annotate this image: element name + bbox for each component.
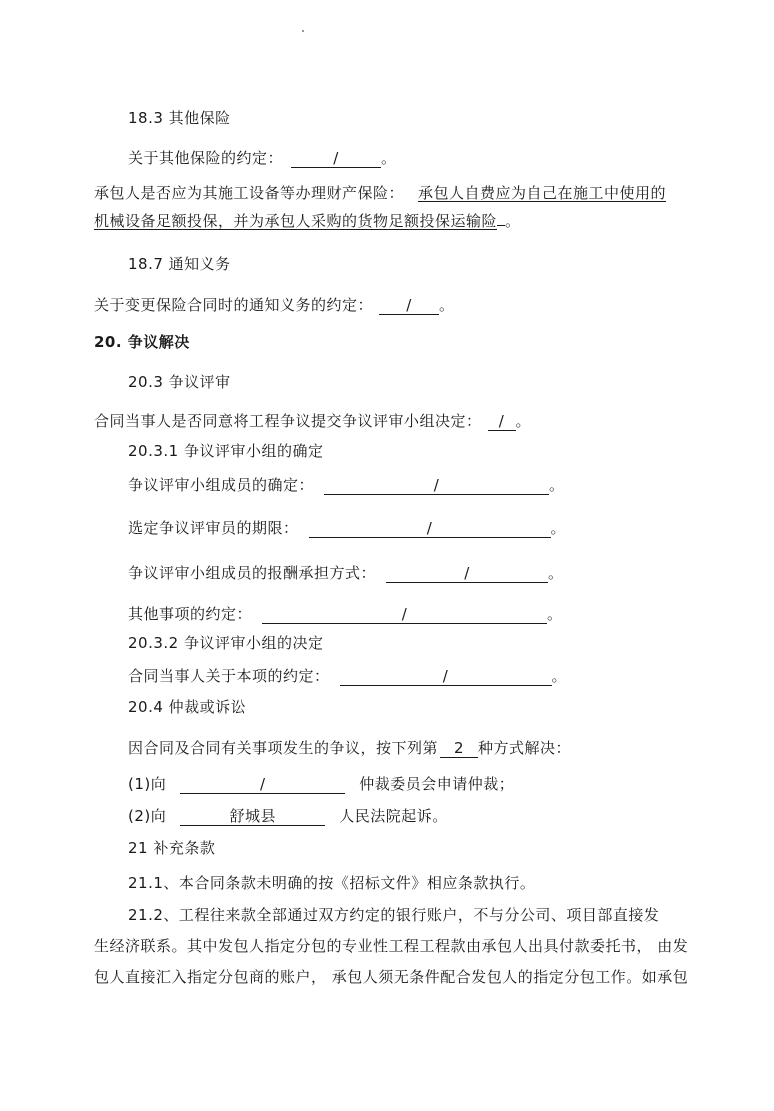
clause-label: 其他事项的约定： xyxy=(128,605,253,623)
option-2 xyxy=(128,806,448,826)
fee-clause xyxy=(128,563,564,583)
section-20-3-1-title: 20.3.1 争议评审小组的确定 xyxy=(128,442,324,460)
option-suffix: 人民法院起诉。 xyxy=(339,807,448,825)
clause-label: 合同当事人关于本项的约定： xyxy=(128,667,330,685)
blank-field: / xyxy=(386,564,548,583)
equipment-insurance-clause xyxy=(94,183,666,203)
clause-label: 合同当事人是否同意将工程争议提交争议评审小组决定： xyxy=(94,412,482,430)
decision-clause xyxy=(128,666,567,686)
period-clause xyxy=(128,518,566,538)
blank-field: / xyxy=(488,412,516,431)
section-21-title: 21 补充条款 xyxy=(128,839,216,857)
blank-field: / xyxy=(324,476,549,495)
end-mark: 。 xyxy=(550,519,567,537)
blank-field: / xyxy=(309,519,551,538)
blank-tail xyxy=(497,225,505,226)
scan-speck xyxy=(302,30,304,32)
end-mark: 。 xyxy=(549,476,565,494)
section-18-3-title: 18.3 其他保险 xyxy=(128,109,231,127)
option-suffix: 仲裁委员会申请仲裁； xyxy=(359,775,515,793)
section-20-title: 20. 争议解决 xyxy=(94,333,190,351)
clause-21-2-line-1: 21.2、工程往来款全部通过双方约定的银行账户，不与分公司、项目部直接发 xyxy=(128,906,660,924)
end-mark: 。 xyxy=(547,605,563,623)
clause-21-2-line-3: 包人直接汇入指定分包商的账户， 承包人须无条件配合发包人的指定分包工作。如承包 xyxy=(94,968,689,986)
end-mark: 。 xyxy=(505,212,521,230)
section-18-7-title: 18.7 通知义务 xyxy=(128,255,231,273)
section-20-3-title: 20.3 争议评审 xyxy=(128,373,231,391)
clause-21-2-line-2: 生经济联系。其中发包人指定分包的专业性工程工程款由承包人出具付款委托书， 由发 xyxy=(94,937,689,955)
members-clause xyxy=(128,475,565,495)
clause-label: 争议评审小组成员的确定： xyxy=(128,476,315,494)
end-mark: 。 xyxy=(515,412,532,430)
method-clause xyxy=(128,738,571,758)
clause-21-1: 21.1、本合同条款未明确的按《招标文件》相应条款执行。 xyxy=(128,874,536,892)
clause-label: 因合同及合同有关事项发生的争议，按下列第 xyxy=(128,739,439,757)
blank-field: / xyxy=(180,775,345,794)
clause-label: 关于其他保险的约定： xyxy=(128,149,284,167)
equipment-insurance-clause-cont xyxy=(94,211,521,231)
dispute-agree-clause xyxy=(94,411,531,431)
end-mark: 。 xyxy=(381,149,397,167)
clause-label: 争议评审小组成员的报酬承担方式： xyxy=(128,564,377,582)
end-mark: 。 xyxy=(551,667,568,685)
clause-label: 承包人是否应为其施工设备等办理财产保险： xyxy=(94,184,405,202)
method-number: 2 xyxy=(440,739,478,758)
filled-field: 承包人自费应为自己在施工中使用的 xyxy=(418,184,667,202)
option-1 xyxy=(128,774,514,794)
clause-tail: 种方式解决： xyxy=(478,739,572,757)
end-mark: 。 xyxy=(439,296,455,314)
filled-field: 机械设备足额投保，并为承包人采购的货物足额投保运输险 xyxy=(94,212,498,230)
other-insurance-clause xyxy=(128,148,397,168)
blank-field: / xyxy=(379,296,439,315)
filled-field: 舒城县 xyxy=(180,807,325,826)
section-20-3-2-title: 20.3.2 争议评审小组的决定 xyxy=(128,634,324,652)
blank-field: / xyxy=(262,605,547,624)
blank-field: / xyxy=(291,149,381,168)
clause-label: 关于变更保险合同时的通知义务的约定： xyxy=(94,296,374,314)
other-matters-clause xyxy=(128,604,563,624)
option-prefix: (1)向 xyxy=(128,775,167,793)
option-prefix: (2)向 xyxy=(128,807,167,825)
notify-clause xyxy=(94,295,455,315)
end-mark: 。 xyxy=(548,564,564,582)
section-20-4-title: 20.4 仲裁或诉讼 xyxy=(128,698,247,716)
clause-label: 选定争议评审员的期限： xyxy=(128,519,299,537)
blank-field: / xyxy=(340,667,552,686)
